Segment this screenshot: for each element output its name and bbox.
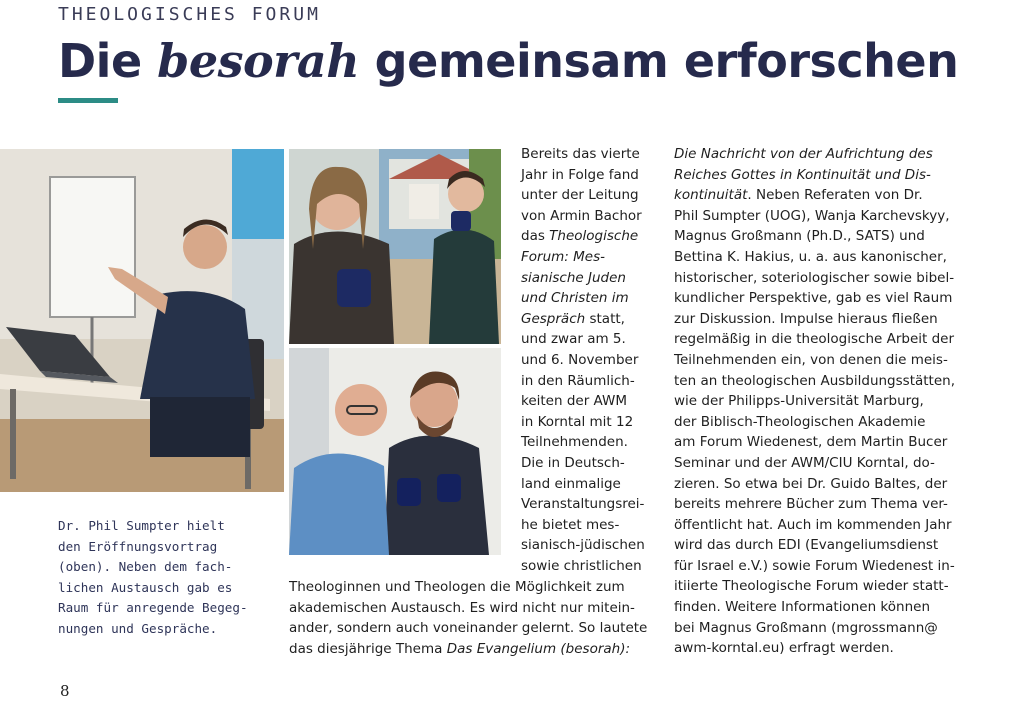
caption-line: Raum für anregende Begeg- <box>58 600 248 616</box>
text-line: awm-korntal.eu) erfragt werden. <box>674 640 894 657</box>
italic-title-run: sianische Juden <box>521 269 626 286</box>
caption-line: Dr. Phil Sumpter hielt <box>58 518 225 533</box>
headline-part-1: Die <box>58 34 158 88</box>
text-run: statt, <box>585 310 625 327</box>
text-line: ander, sondern auch voneinander gelernt. So lautete <box>289 620 648 637</box>
text-line <box>521 288 645 309</box>
page-number: 8 <box>60 682 70 700</box>
headline-italic-word: besorah <box>157 34 360 88</box>
text-run: das diesjährige Thema <box>289 640 447 657</box>
text-line: Teilnehmenden. <box>521 434 628 451</box>
text-run: das <box>521 228 550 245</box>
text-line: Teilnehmenden ein, von denen die meis- <box>674 351 948 368</box>
text-line <box>521 226 645 247</box>
section-kicker: THEOLOGISCHES FORUM <box>58 4 321 25</box>
text-run: . Neben Referaten von Dr. <box>747 187 923 204</box>
italic-title-run: Gespräch <box>521 310 586 327</box>
text-line: zur Diskussion. Impulse hieraus fließen <box>674 310 938 327</box>
text-line: bei Magnus Großmann (mgrossmann@ <box>674 619 938 636</box>
text-line <box>521 309 645 330</box>
caption-line: (oben). Neben dem fach- <box>58 559 233 575</box>
headline-accent-bar <box>58 98 118 103</box>
text-line: Seminar und der AWM/CIU Korntal, do- <box>674 454 935 471</box>
text-line: kundlicher Perspektive, gab es viel Raum <box>674 290 953 307</box>
text-line <box>674 144 955 165</box>
text-line <box>674 165 955 186</box>
text-line: Bettina K. Hakius, u. a. aus kanonischer, <box>674 248 947 265</box>
photo-men-with-mugs <box>289 348 501 555</box>
caption-line: den Eröffnungsvortrag <box>58 538 218 554</box>
text-line: Magnus Großmann (Ph.D., SATS) und <box>674 228 925 245</box>
text-line: akademischen Austausch. Es wird nicht nur mitein- <box>289 599 635 616</box>
article-column-right <box>674 144 955 659</box>
text-line <box>289 639 647 660</box>
text-line: sianisch-jüdischen <box>521 537 645 554</box>
article-headline <box>58 34 958 88</box>
text-line <box>674 185 955 206</box>
text-line: Theologinnen und Theologen die Möglichkeit zum <box>289 579 625 595</box>
text-line: für Israel e.V.) sowie Forum Wiedenest in- <box>674 557 955 574</box>
text-line: wie der Philipps-Universität Marburg, <box>674 393 924 410</box>
italic-title-run: Die Nachricht von der Aufrichtung des <box>674 146 933 162</box>
photo-caption <box>58 516 283 640</box>
italic-title-run: Theologische <box>549 228 639 245</box>
text-line: Jahr in Folge fand <box>521 166 639 183</box>
caption-line: nungen und Gespräche. <box>58 620 218 636</box>
text-line: land einmalige <box>521 475 621 492</box>
text-line: am Forum Wiedenest, dem Martin Bucer <box>674 434 948 451</box>
text-line: Bereits das vierte <box>521 146 640 162</box>
text-line: Die in Deutsch- <box>521 454 625 471</box>
text-line: bereits mehrere Bücher zum Thema ver- <box>674 496 948 513</box>
text-line: keiten der AWM <box>521 393 628 410</box>
text-line: he bietet mes- <box>521 516 620 533</box>
text-line: in Korntal mit 12 <box>521 413 634 430</box>
text-line: von Armin Bachor <box>521 207 642 224</box>
text-line <box>521 268 645 289</box>
italic-title-run: Reiches Gottes in Kontinuität und Dis- <box>674 166 931 183</box>
italic-title-run: Forum: Mes- <box>521 248 605 265</box>
photo-women-with-mugs <box>289 149 501 344</box>
text-line: und zwar am 5. <box>521 331 626 348</box>
photo-seminar-speaker <box>0 149 284 492</box>
text-line: regelmäßig in die theologische Arbeit der <box>674 331 955 348</box>
text-line: sowie christlichen <box>521 557 642 574</box>
article-column-wide <box>289 577 647 659</box>
text-line: unter der Leitung <box>521 187 639 204</box>
text-line: und 6. November <box>521 351 639 368</box>
text-line: wird das durch EDI (Evangeliumsdienst <box>674 537 939 554</box>
text-line: Veranstaltungsrei- <box>521 496 645 513</box>
text-line: öffentlicht hat. Auch im kommenden Jahr <box>674 516 952 533</box>
text-line: zieren. So etwa bei Dr. Guido Baltes, der <box>674 475 948 492</box>
caption-line: lichen Austausch gab es <box>58 579 233 595</box>
text-line: Phil Sumpter (UOG), Wanja Karchevskyy, <box>674 207 950 224</box>
text-line <box>521 247 645 268</box>
text-line: finden. Weitere Informationen können <box>674 599 931 616</box>
text-line: der Biblisch-Theologischen Akademie <box>674 413 926 430</box>
text-line: in den Räumlich- <box>521 372 635 389</box>
text-line: itiierte Theologische Forum wieder statt- <box>674 578 949 595</box>
italic-title-run: und Christen im <box>521 290 629 307</box>
article-column-narrow <box>521 144 645 576</box>
text-line: historischer, soteriologischer sowie bibel- <box>674 269 955 286</box>
headline-part-2: gemeinsam erforschen <box>359 34 959 88</box>
text-line: ten an theologischen Ausbildungsstätten, <box>674 372 955 389</box>
italic-title-run: kontinuität <box>674 187 748 204</box>
italic-title-run: Das Evangelium (besorah): <box>446 640 631 657</box>
